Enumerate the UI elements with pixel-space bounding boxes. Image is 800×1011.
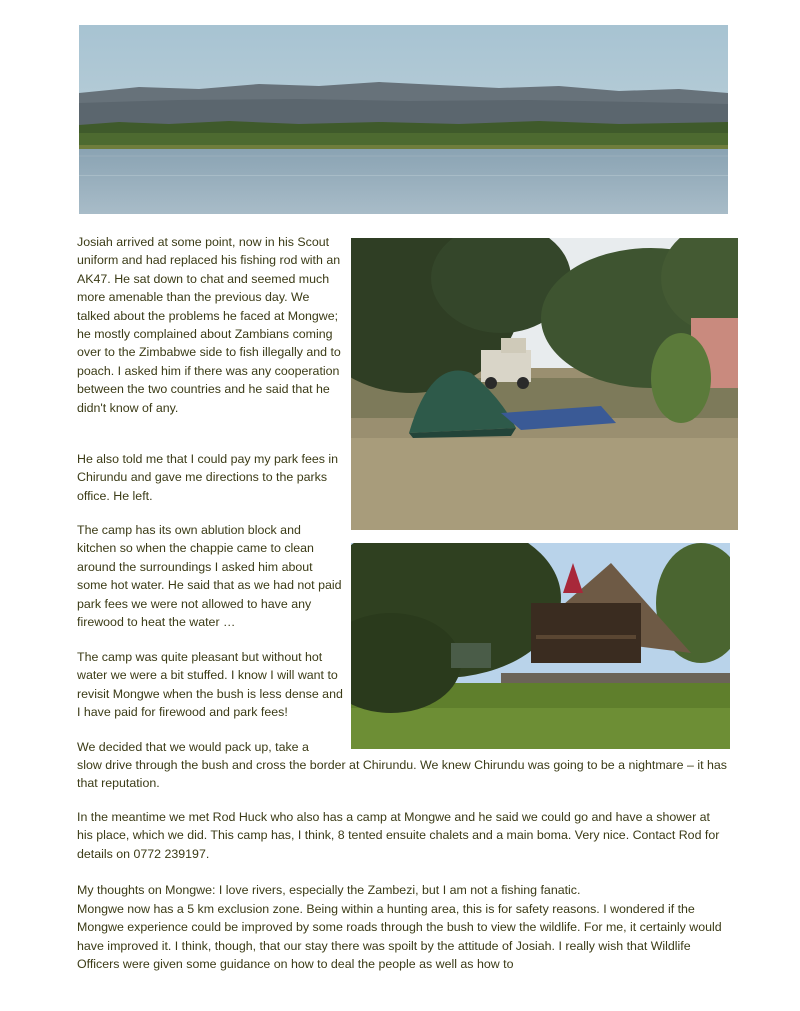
river-photo (79, 25, 728, 214)
paragraph-pack-up-start: We decided that we would pack up, take a (77, 740, 309, 754)
paragraph-josiah-arrival: Josiah arrived at some point, now in his Scout uniform and had replaced his fishing rod with an AK47. He sat down to chat and seemed much more amenable than the previous day. We talked about the problems he faced at Mongwe; he mostly complained about Zambians coming over to the Zimbabwe side to fish illegally and to poach. I asked him if there was any cooperation between the two countries and he said that he didn't know of any. (77, 235, 341, 415)
campsite-photo (351, 238, 738, 530)
paragraph-exclusion-zone: Mongwe now has a 5 km exclusion zone. Being within a hunting area, this is for safety reasons. I wondered if the Mongwe experience could be improved by some roads through the bush to view the wildlife. For me, it certainly would have improved it. I think, though, that our stay there was spoilt by the attitude of Josiah. I really wish that Wildlife Officers were given some guidance on how to deal the people as well as how to (77, 902, 722, 972)
paragraph-rod-huck: In the meantime we met Rod Huck who also has a camp at Mongwe and he said we could go and have a shower at his place, which we did. This camp has, I think, 8 tented ensuite chalets and a main boma. Very nice. Contact Rod for details on 0772 239197. (77, 810, 720, 861)
paragraph-pack-up-continued: slow drive through the bush and cross the border at Chirundu. We knew Chirundu was going to be a nightmare – it has that reputation. (77, 758, 727, 791)
lodge-photo (351, 543, 730, 749)
paragraph-camp-pleasant: The camp was quite pleasant but without hot water we were a bit stuffed. I know I will want to revisit Mongwe when the bush is less dense and I have paid for firewood and park fees! (77, 650, 343, 720)
paragraph-thoughts-heading: My thoughts on Mongwe: I love rivers, especially the Zambezi, but I am not a fishing fanatic. (77, 883, 581, 897)
paragraph-hot-water: The camp has its own ablution block and kitchen so when the chappie came to clean around the surroundings I asked him about some hot water. He said that as we had not paid park fees we were not allowed to have any firewood to heat the water … (77, 523, 342, 630)
paragraph-park-fees: He also told me that I could pay my park fees in Chirundu and gave me directions to the parks office. He left. (77, 452, 339, 503)
